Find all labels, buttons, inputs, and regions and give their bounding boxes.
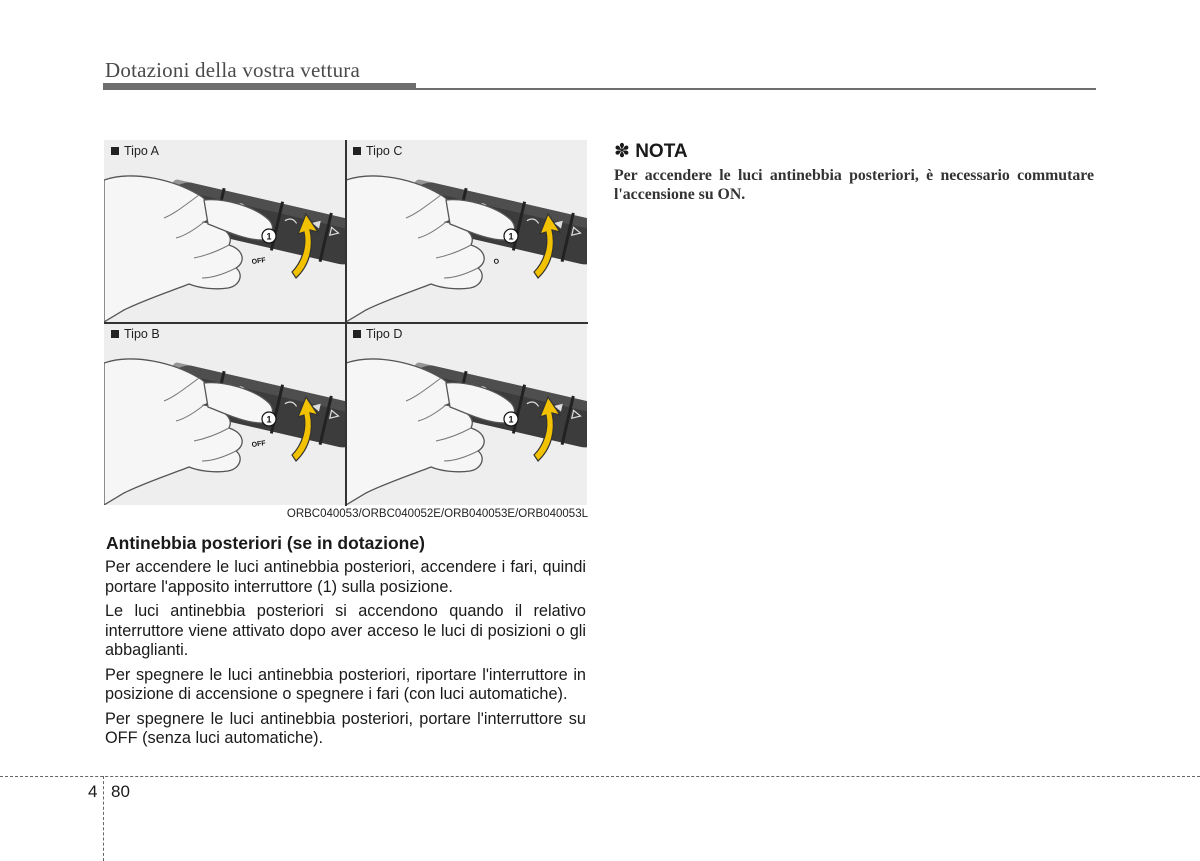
body-paragraph: Per spegnere le luci antinebbia posteriori, portare l'interruttore su OFF (senza luci automatiche). <box>105 709 586 747</box>
switch-figure-grid <box>104 140 588 506</box>
header-rule-thick <box>103 83 416 90</box>
running-header-title: Dotazioni della vostra vettura <box>105 58 360 82</box>
note-title: ✽ NOTA <box>614 141 688 162</box>
chapter-number: 4 <box>88 782 98 801</box>
figure-panel-tipo-b <box>104 323 345 505</box>
hand-on-lever-illustration <box>346 140 587 322</box>
body-paragraph: Le luci antinebbia posteriori si accendono quando il relativo interruttore viene attivato dopo aver acceso le luci di posizioni o gli abbaglianti. <box>105 602 586 659</box>
page-number: 80 <box>111 782 130 801</box>
hand-on-lever-illustration <box>104 140 345 322</box>
note-text: Per accendere le luci antinebbia posteriori, è necessario commutare l'accensione su ON. <box>614 167 1094 203</box>
figure-panel-tipo-d <box>346 323 587 505</box>
header-rule-thin <box>416 88 1096 90</box>
figure-panel-tipo-a <box>104 140 345 322</box>
panel-label: Tipo C <box>353 144 402 158</box>
figure-panel-tipo-c <box>346 140 587 322</box>
body-paragraph: Per spegnere le luci antinebbia posteriori, riportare l'interruttore in posizione di accensione o spegnere i fari (con luci automatiche). <box>105 665 586 703</box>
switch-number-label: 1 <box>266 231 272 242</box>
footer-dashed-rule <box>0 776 1200 777</box>
figure-caption: ORBC040053/ORBC040052E/ORB040053E/ORB040053L <box>286 508 588 520</box>
hand-on-lever-illustration <box>104 323 345 505</box>
panel-label: Tipo B <box>111 327 160 341</box>
switch-position-label: OFF <box>251 440 267 449</box>
switch-position-label: O <box>493 258 500 266</box>
switch-position-label: OFF <box>251 257 267 266</box>
panel-divider-horizontal <box>104 322 588 324</box>
section-heading: Antinebbia posteriori (se in dotazione) <box>106 533 425 553</box>
section-body <box>105 558 586 754</box>
switch-number-label: 1 <box>508 231 514 242</box>
hand-on-lever-illustration <box>346 323 587 505</box>
footer-dashed-vertical <box>103 776 104 861</box>
switch-number-label: 1 <box>266 414 272 425</box>
body-paragraph: Per accendere le luci antinebbia posteriori, accendere i fari, quindi portare l'apposito interruttore (1) sulla posizione. <box>105 558 586 596</box>
panel-label: Tipo D <box>353 327 402 341</box>
panel-label: Tipo A <box>111 144 159 158</box>
switch-number-label: 1 <box>508 414 514 425</box>
